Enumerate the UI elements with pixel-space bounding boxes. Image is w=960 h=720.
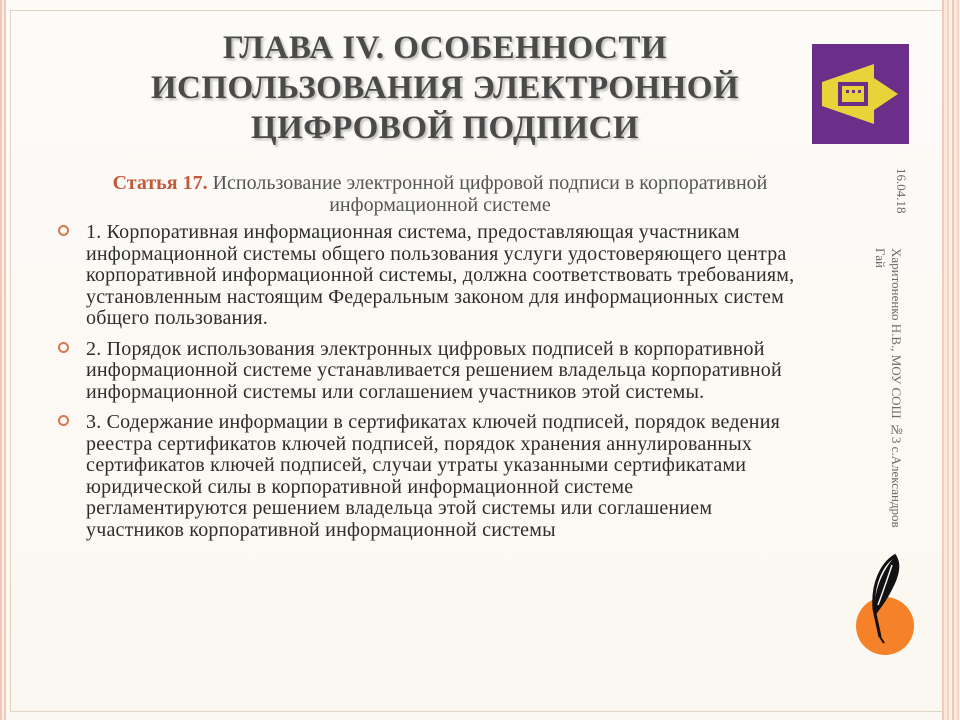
article-title: Использование электронной цифровой подписи в корпоративной информационной системе: [212, 172, 768, 216]
right-decorative-stripe: [942, 0, 960, 720]
list-item-text: 3. Содержание информации в сертификатах ключей подписей, порядок ведения реестра сертификатов ключей подписей, порядок хранения аннулированных сертификатов ключей подписей, случаи утраты указанными сертификатами юридической силы в корпоративной информационной системе регламентируются решением владельца этой системы или соглашением участников корпоративной информационной системы: [86, 411, 780, 541]
list-item: [58, 339, 798, 404]
printer-arrow-icon: [812, 44, 909, 144]
list-item-text: 2. Порядок использования электронных цифровых подписей в корпоративной информационной системе устанавливается решением владельца корпоративной информационной системы или соглашением участников этой системы.: [86, 337, 782, 403]
list-item-text: 1. Корпоративная информационная система, предоставляющая участникам информационной системы общего пользования услуги удостоверяющего центра корпоративной информационной системы, должна соответствовать требованиям, установленным настоящим Федеральным законом для информационных систем общего пользования.: [86, 221, 795, 329]
list-item: [58, 412, 798, 541]
bullet-icon: [58, 225, 69, 236]
article-heading: [90, 172, 790, 216]
left-decorative-stripe: [0, 0, 6, 720]
sidebar-date: 16.04.18: [894, 168, 909, 214]
sidebar-author: Харитоненко Н.В., МОУ СОШ №3 с.Александров Гай: [873, 248, 904, 528]
quill-icon: [852, 553, 912, 645]
slide-title: ГЛАВА IV. ОСОБЕННОСТИ ИСПОЛЬЗОВАНИЯ ЭЛЕКТРОННОЙ ЦИФРОВОЙ ПОДПИСИ: [150, 30, 740, 146]
article-number: Статья 17.: [112, 172, 208, 194]
bullet-icon: [58, 415, 69, 426]
bullet-icon: [58, 342, 69, 353]
list-item: [58, 222, 798, 330]
article-items: [58, 222, 798, 550]
